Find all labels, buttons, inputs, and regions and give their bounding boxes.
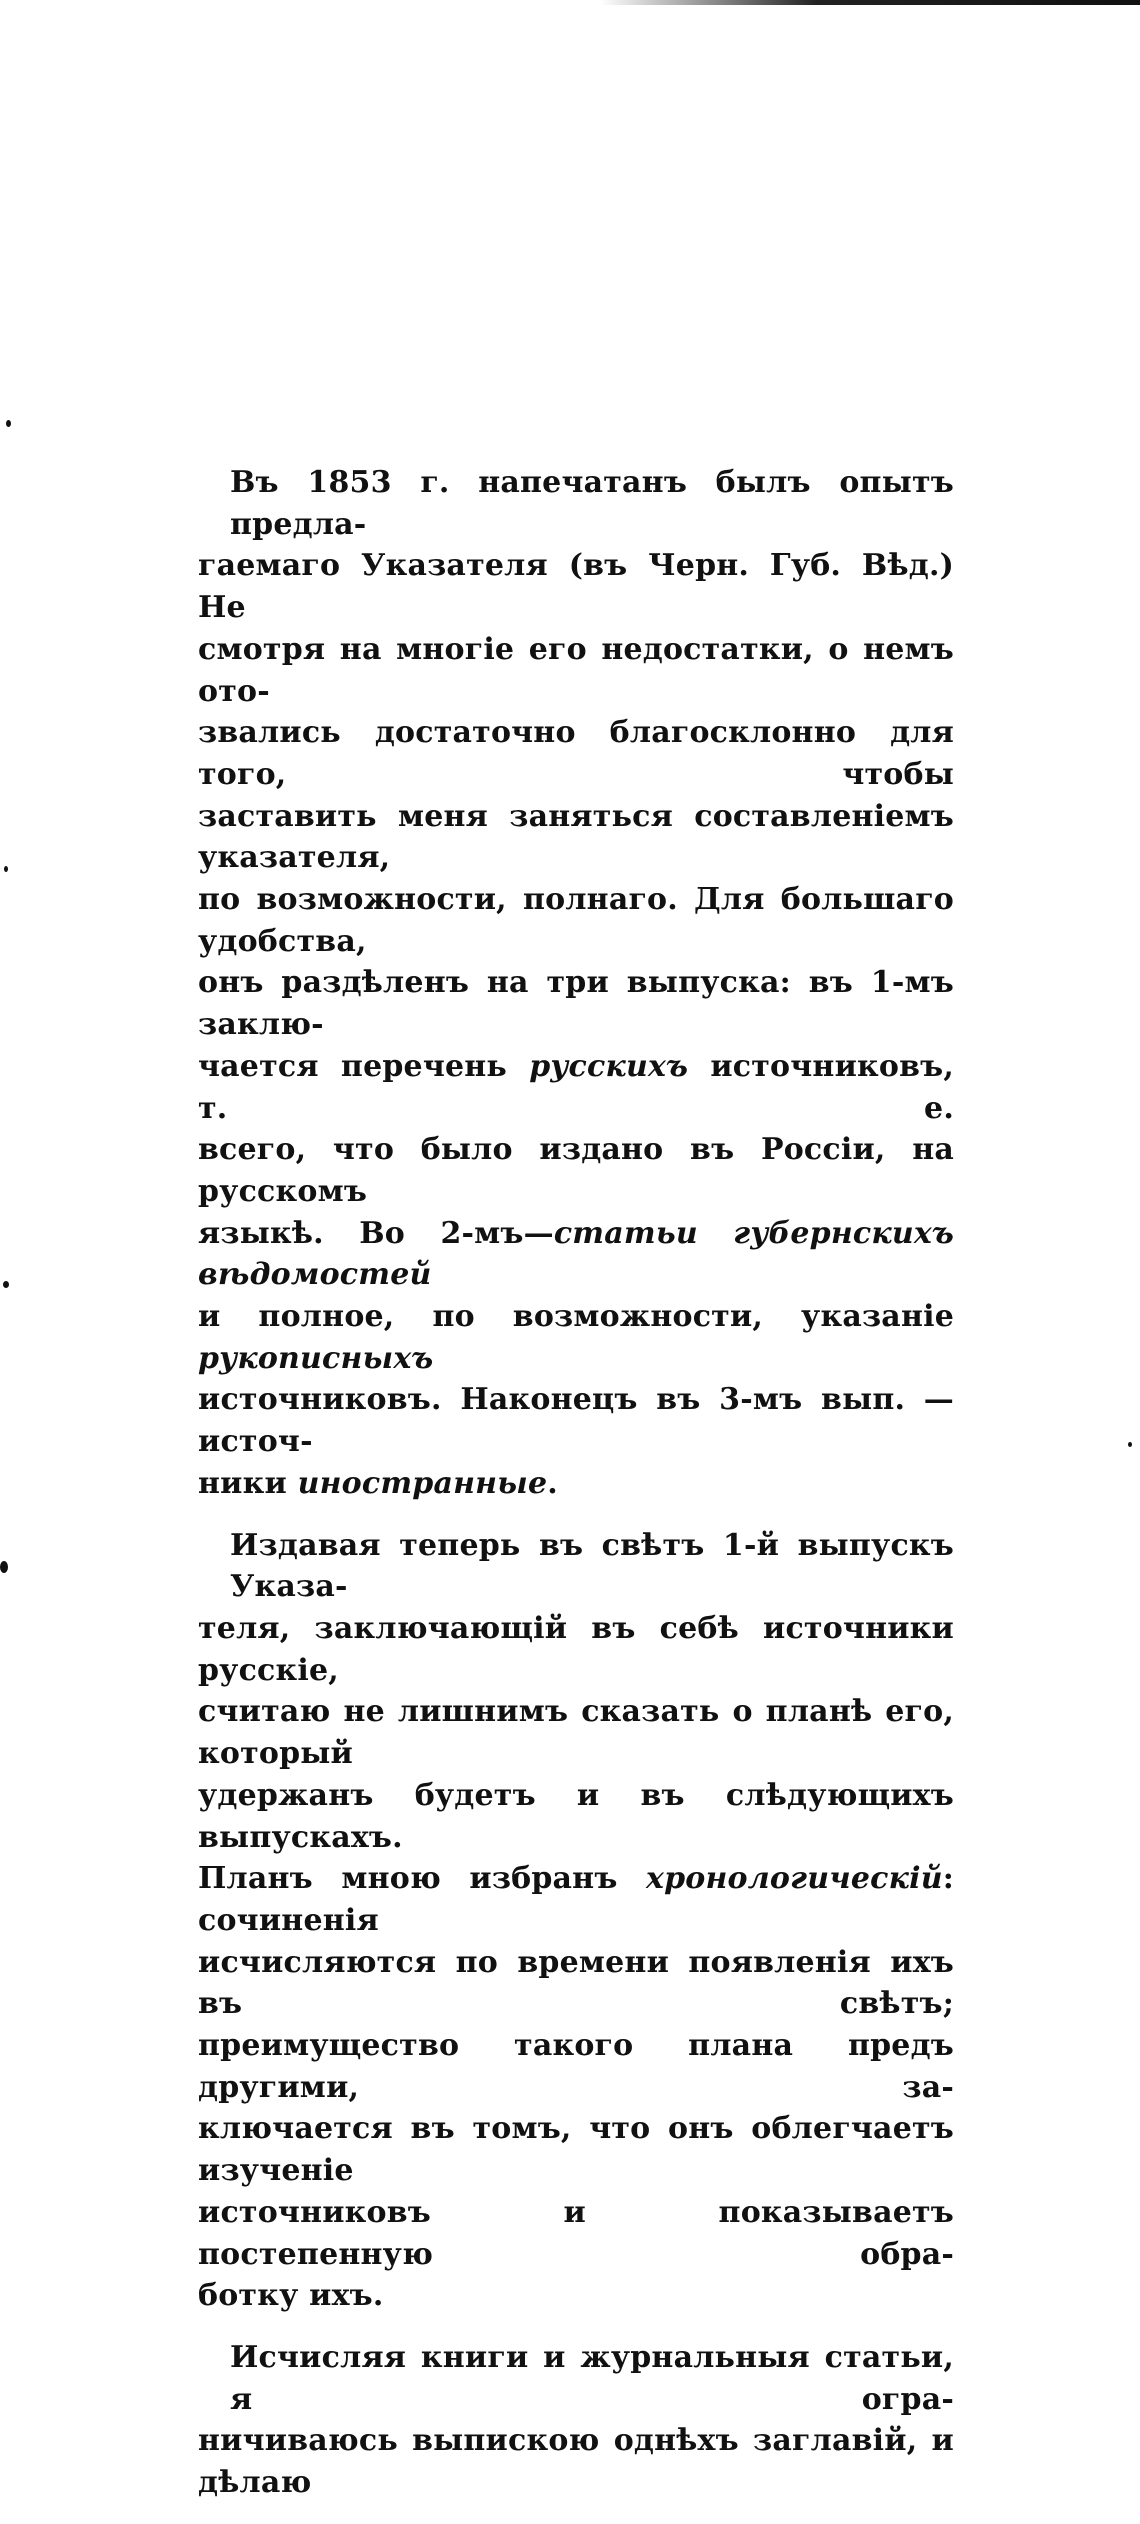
text-block — [198, 462, 954, 2524]
top-edge-rule — [600, 0, 1140, 5]
text-line — [198, 2420, 954, 2503]
scan-speck — [1128, 1442, 1132, 1447]
text-run: заставить меня заняться составленіемъ указателя, — [198, 798, 954, 876]
text-run: теля, заключающій въ себѣ источники русскіе, — [198, 1610, 954, 1688]
text-line — [198, 2192, 954, 2275]
text-line — [198, 2025, 954, 2108]
text-line — [198, 1691, 954, 1774]
italic-text: статьи губернскихъ вѣдомостей — [198, 1215, 954, 1293]
text-run: смотря на многіе его недостатки, о немъ ото- — [198, 631, 954, 709]
text-line — [198, 1463, 954, 1505]
text-line — [198, 545, 954, 628]
paragraph — [198, 2337, 954, 2504]
text-run: преимущество такого плана предъ другими, за- — [198, 2028, 954, 2105]
text-line — [198, 2108, 954, 2191]
text-line — [198, 2275, 954, 2317]
text-run: удержанъ будетъ и въ слѣдующихъ выпускахъ. — [198, 1777, 954, 1855]
text-run: исчисляются по времени появленія ихъ въ свѣтъ; — [198, 1944, 954, 2022]
text-run: всего, что было издано въ Россіи, на русскомъ — [198, 1132, 954, 1209]
text-run: звались достаточно благосклонно для того, чтобы — [198, 715, 954, 792]
text-run: Въ 1853 г. напечатанъ былъ опытъ предла- — [230, 465, 954, 542]
text-line — [198, 962, 954, 1045]
text-line — [198, 1858, 954, 1941]
text-run: Издавая теперь въ свѣтъ 1-й выпускъ Указа- — [230, 1527, 954, 1605]
text-run: ничиваюсь выпискою однѣхъ заглавій, и дѣлаю — [198, 2423, 954, 2501]
scan-speck — [3, 1281, 9, 1288]
text-line — [198, 796, 954, 879]
text-line — [198, 712, 954, 795]
text-line — [198, 1129, 954, 1212]
scan-speck — [4, 866, 8, 872]
text-run: считаю не лишнимъ сказать о планѣ его, который — [198, 1694, 954, 1772]
text-run: источниковъ и показываетъ постепенную обра- — [198, 2194, 954, 2272]
text-line — [198, 1525, 954, 1608]
italic-text: иностранные — [297, 1465, 548, 1501]
text-run: ботку ихъ. — [198, 2278, 384, 2314]
text-line — [198, 1379, 954, 1462]
text-line — [198, 1608, 954, 1691]
text-run: гаемаго Указателя (въ Черн. Губ. Вѣд.) Не — [198, 548, 954, 626]
paragraph — [198, 462, 954, 1505]
text-run: ключается въ томъ, что онъ облегчаетъ изученіе — [198, 2111, 954, 2189]
text-line — [198, 1775, 954, 1858]
text-run: и полное, по возможности, указаніе — [198, 1299, 954, 1335]
text-run: языкѣ. Во 2-мъ— — [198, 1215, 554, 1251]
text-line — [198, 1213, 954, 1296]
text-run: . — [547, 1465, 558, 1501]
text-line — [198, 1046, 954, 1129]
scan-speck — [0, 1561, 8, 1573]
text-line — [198, 2337, 954, 2420]
text-line — [198, 1942, 954, 2025]
italic-text: хронологическій — [646, 1861, 943, 1897]
text-run: Исчисляя книги и журнальныя статьи, я огра- — [230, 2339, 954, 2417]
text-run: источниковъ, т. е. — [198, 1048, 954, 1126]
text-run: Планъ мною избранъ — [198, 1861, 646, 1897]
paragraph — [198, 1525, 954, 2317]
italic-text: рукописныхъ — [198, 1340, 434, 1376]
text-line — [198, 879, 954, 962]
text-line — [198, 1296, 954, 1379]
text-line — [198, 462, 954, 545]
text-run: : сочиненія — [198, 1861, 954, 1938]
scan-speck — [6, 420, 11, 427]
text-line — [198, 629, 954, 712]
text-run: по возможности, полнаго. Для большаго удобства, — [198, 882, 954, 959]
text-run: ники — [198, 1465, 298, 1501]
italic-text: русскихъ — [529, 1048, 689, 1084]
text-run: онъ раздѣленъ на три выпуска: въ 1-мъ заклю- — [198, 965, 954, 1043]
text-run: источниковъ. Наконецъ въ 3-мъ вып. — источ- — [198, 1382, 954, 1460]
text-run: чается перечень — [198, 1048, 530, 1084]
